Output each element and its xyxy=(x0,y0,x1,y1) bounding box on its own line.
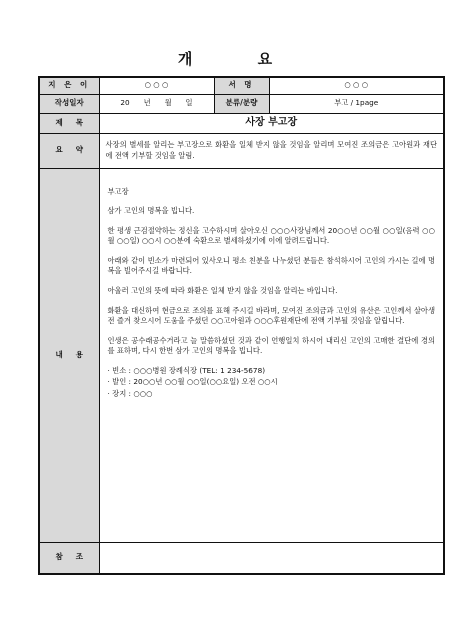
document-summary-table xyxy=(38,76,445,575)
content-paragraph: 삼가 고인의 명복을 빕니다. xyxy=(107,206,195,216)
content-label: 내 용 xyxy=(39,168,99,542)
content-paragraph: 아래와 같이 빈소가 마련되어 있사오니 평소 친분을 나누셨던 분들은 참석하시어 고인의 가시는 길에 명복을 빌어주시길 바랍니다. xyxy=(107,255,435,276)
summary-row xyxy=(39,133,444,168)
funeral-detail-item: · 발인 : 20○○년 ○○월 ○○일(○○요일) 오전 ○○시 xyxy=(107,377,278,387)
funeral-detail-item: · 빈소 : ○○○병원 장례식장 (TEL: 1 234-5678) xyxy=(107,365,266,375)
content-paragraph: 인생은 공수래공수거라고 늘 말씀하셨던 것과 같이 언행일치 하시어 내리신 고인의 고매한 결단에 경의를 표하며, 다시 한번 삼가 고인의 명복을 빕니다. xyxy=(107,335,435,356)
summary-label: 요 약 xyxy=(39,133,99,168)
document-title: 사장 부고장 xyxy=(99,113,444,133)
category-label: 분류/분량 xyxy=(214,94,269,113)
title-row xyxy=(39,113,444,133)
name-label: 서 명 xyxy=(214,77,269,94)
date-value: 20 년 월 일 xyxy=(99,94,214,113)
summary-text: 사장의 별세를 알리는 부고장으로 화환을 일체 받지 않을 것임을 알리며 모여진 조의금은 고아원과 재단에 전액 기부할 것임을 알림. xyxy=(99,133,444,168)
name-value: ○ ○ ○ xyxy=(269,77,444,94)
date-row xyxy=(39,94,444,113)
content-paragraph: 한 평생 근검절약하는 정신을 고수하시며 살아오신 ○○○사장님께서 20○○년 ○○월 ○○일(음력 ○○월 ○○일) ○○시 ○○분에 숙환으로 별세하셨기에 이에 알려드립니다. xyxy=(107,225,435,246)
reference-value xyxy=(99,542,444,574)
author-value: ○ ○ ○ xyxy=(99,77,214,94)
reference-label: 참 조 xyxy=(39,542,99,574)
page-title: 개 요 xyxy=(177,50,303,68)
content-body xyxy=(99,168,444,542)
date-label: 작성일자 xyxy=(39,94,99,113)
content-row xyxy=(39,168,444,542)
content-paragraph: 아울러 고인의 뜻에 따라 화환은 일체 받지 않을 것임을 알리는 바입니다. xyxy=(107,285,338,295)
funeral-detail-item: · 장지 : ○○○ xyxy=(107,389,153,399)
author-row xyxy=(39,77,444,94)
reference-row xyxy=(39,542,444,574)
category-value: 부고 / 1page xyxy=(269,94,444,113)
author-label: 지 은 이 xyxy=(39,77,99,94)
content-paragraph: 화환을 대신하여 현금으로 조의를 표해 주시길 바라며, 모여진 조의금과 고인의 유산은 고인께서 살아생전 즐겨 찾으시어 도움을 주셨던 ○○고아원과 ○○○후원재단에 전액 기부될 것임을 알립니다. xyxy=(107,305,435,326)
title-label: 제 목 xyxy=(39,113,99,133)
content-paragraph: 부고장 xyxy=(107,186,129,196)
funeral-details-list xyxy=(108,366,436,400)
